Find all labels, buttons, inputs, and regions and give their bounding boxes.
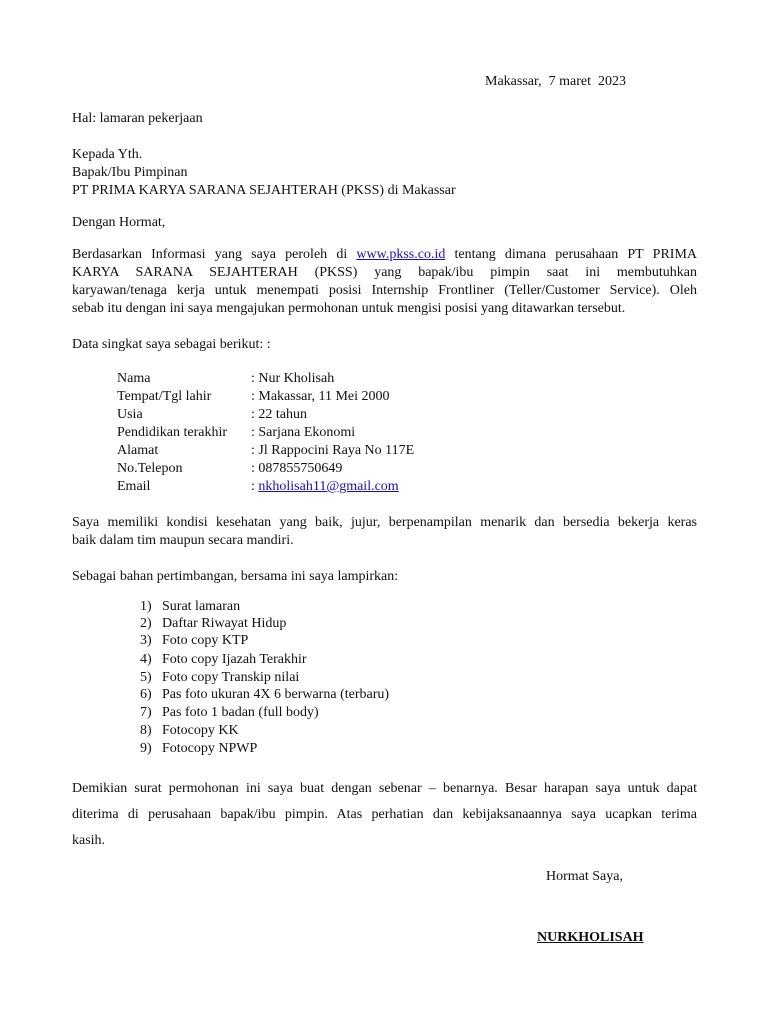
data-value: [251, 478, 399, 496]
signature-name: NURKHOLISAH: [537, 930, 644, 945]
recipient-line: PT PRIMA KARYA SARANA SEJAHTERAH (PKSS) di Makassar: [72, 183, 456, 198]
list-text: Fotocopy NPWP: [162, 741, 258, 756]
website-link[interactable]: www.pkss.co.id: [356, 247, 446, 262]
intro-line: [72, 246, 697, 264]
data-value: : 22 tahun: [251, 407, 307, 422]
list-item: [140, 615, 286, 633]
list-item: [140, 651, 307, 669]
data-value: : Nur Kholisah: [251, 371, 335, 386]
list-text: Surat lamaran: [162, 599, 241, 614]
condition-paragraph: [72, 514, 697, 550]
email-link[interactable]: nkholisah11@gmail.com: [258, 479, 399, 494]
condition-line: baik dalam tim maupun secara mandiri.: [72, 533, 294, 548]
intro-line: karyawan/tenaga kerja untuk menempati posisi Internship Frontliner (Teller/Customer Service). Oleh: [72, 283, 697, 298]
data-label: Usia: [117, 407, 143, 422]
email-prefix: :: [251, 479, 259, 494]
data-value: : 087855750649: [251, 461, 343, 476]
intro-line: KARYA SARANA SEJAHTERAH (PKSS) yang bapak/ibu pimpin saat ini membutuhkan: [72, 265, 697, 280]
place-date: Makassar, 7 maret 2023: [485, 74, 626, 89]
closing-line: Demikian surat permohonan ini saya buat dengan sebenar – benarnya. Besar harapan saya untuk dapat: [72, 781, 697, 796]
data-value: : Makassar, 11 Mei 2000: [251, 389, 390, 404]
recipient-line: Kepada Yth.: [72, 147, 143, 162]
intro-line: sebab itu dengan ini saya mengajukan permohonan untuk mengisi posisi yang ditawarkan tersebut.: [72, 301, 626, 316]
list-text: Foto copy KTP: [162, 633, 249, 648]
data-intro: Data singkat saya sebagai berikut: :: [72, 337, 271, 352]
subject-line: Hal: lamaran pekerjaan: [72, 111, 203, 126]
list-number: 7): [140, 705, 152, 720]
intro-text: tentang dimana perusahaan PT PRIMA: [445, 247, 698, 262]
intro-paragraph: [72, 246, 697, 318]
list-item: [140, 704, 319, 722]
list-text: Pas foto ukuran 4X 6 berwarna (terbaru): [162, 687, 390, 702]
data-label: Email: [117, 479, 151, 494]
list-number: 8): [140, 723, 152, 738]
list-text: Fotocopy KK: [162, 723, 239, 738]
list-number: 3): [140, 633, 152, 648]
data-label: Nama: [117, 371, 151, 386]
closing-line: diterima di perusahaan bapak/ibu pimpin. Atas perhatian dan kebijaksanaannya saya ucapkan terima: [72, 807, 697, 822]
recipient-block: [72, 146, 456, 200]
data-value: : Jl Rappocini Raya No 117E: [251, 443, 415, 458]
list-text: Pas foto 1 badan (full body): [162, 705, 319, 720]
data-label: Pendidikan terakhir: [117, 425, 228, 440]
list-text: Foto copy Transkip nilai: [162, 670, 300, 685]
list-number: 5): [140, 670, 152, 685]
data-label: Tempat/Tgl lahir: [117, 389, 212, 404]
data-value: : Sarjana Ekonomi: [251, 425, 356, 440]
list-number: 1): [140, 599, 152, 614]
list-item: [140, 598, 240, 616]
list-item: [140, 740, 257, 758]
list-text: Daftar Riwayat Hidup: [162, 616, 287, 631]
list-number: 4): [140, 652, 152, 667]
data-label: No.Telepon: [117, 461, 183, 476]
recipient-line: Bapak/Ibu Pimpinan: [72, 165, 188, 180]
list-text: Foto copy Ijazah Terakhir: [162, 652, 307, 667]
list-item: [140, 632, 248, 650]
closing-paragraph: [72, 776, 697, 854]
list-number: 6): [140, 687, 152, 702]
closing-line: kasih.: [72, 833, 106, 848]
list-item: [140, 722, 239, 740]
intro-text: Berdasarkan Informasi yang saya peroleh di: [72, 247, 357, 262]
list-item: [140, 686, 389, 704]
attachments-intro: Sebagai bahan pertimbangan, bersama ini saya lampirkan:: [72, 569, 399, 584]
data-label: Alamat: [117, 443, 159, 458]
regards: Hormat Saya,: [546, 869, 623, 884]
greeting: Dengan Hormat,: [72, 215, 166, 230]
list-item: [140, 669, 299, 687]
condition-line: Saya memiliki kondisi kesehatan yang baik, jujur, berpenampilan menarik dan bersedia bekerja keras: [72, 515, 697, 530]
list-number: 9): [140, 741, 152, 756]
list-number: 2): [140, 616, 152, 631]
